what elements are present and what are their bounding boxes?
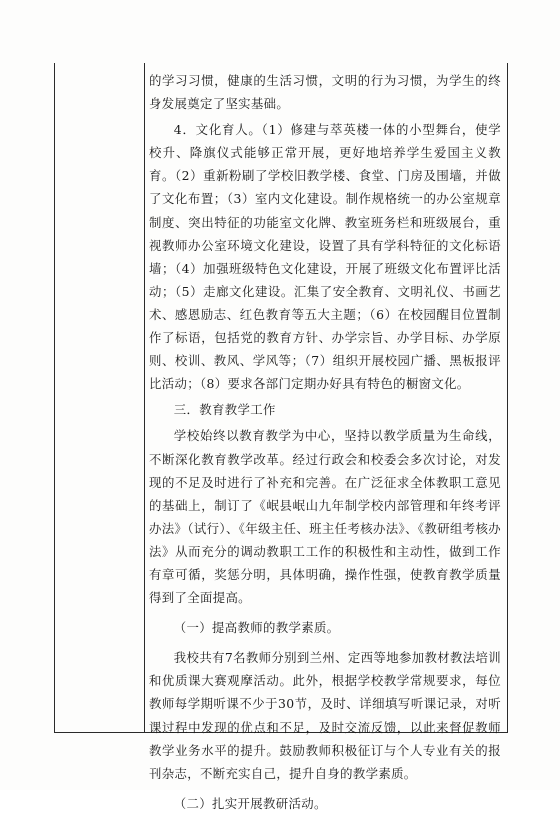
table-left-column [55, 63, 145, 732]
table-content-cell [149, 69, 501, 815]
paragraph-culture-education: 4．文化育人。（1）修建与萃英楼一体的小型舞台，使学校升、降旗仪式能够正常开展，更好地培养学生爱国主义教育。（2）重新粉刷了学校旧教学楼、食堂、门房及围墙，并做了文化布置；（3）室内文化建设。制作规格统一的办公室规章制度、突出特征的功能室文化牌、教室班务栏和班级展台，重视教师办公室环境文化建设，设置了具有学科特征的文化标语墙；（4）加强班级特色文化建设，开展了班级文化布置评比活动；（5）走廊文化建设。汇集了安全教育、文明礼仪、书画艺术、感恩励志、红色教育等五大主题；（6）在校园醒目位置制作了标语，包括党的教育方针、办学宗旨、办学目标、办学原则、校训、教风、学风等；（7）组织开展校园广播、黑板报评比活动；（8）要求各部门定期办好具有特色的橱窗文化。 [149, 122, 501, 392]
paragraph-teacher-training: 我校共有7名教师分别到兰州、定西等地参加教材教法培训和优质课大赛观摩活动。此外，根据学校教学常规要求，每位教师每学期听课不少于30节，及时、详细填写听课记录，对听课过程中发现的优点和不足，及时交流反馈，以此来督促教师教学业务水平的提升。鼓励教师积极征订与个人专业有关的报刊杂志，不断充实自己，提升自身的教学素质。 [149, 650, 501, 781]
paragraph-habits-continued: 的学习习惯，健康的生活习惯，文明的行为习惯，为学生的终身发展奠定了坚实基础。 [149, 73, 501, 112]
report-table [54, 63, 508, 811]
subheading-teacher-quality: （一）提高教师的教学素质。 [173, 620, 340, 636]
subheading-research-activities: （二）扎实开展教研活动。 [173, 795, 327, 811]
paragraph-teaching-center: 学校始终以教育教学为中心，坚持以教学质量为生命线，不断深化教育教学改革。经过行政会和校委会多次讨论，对发现的不足及时进行了补充和完善。在广泛征求全体教职工意见的基础上，制订了《岷县岷山九年制学校内部管理和年终考评办法》（试行）、《年级主任、班主任考核办法》、《教研组考核办法》从而充分的调动教职工工作的积极性和主动性，做到工作有章可循，奖惩分明，具体明确，操作性强，使教育教学质量得到了全面提高。 [149, 428, 501, 606]
section-heading-teaching-work: 三．教育教学工作 [173, 402, 276, 418]
